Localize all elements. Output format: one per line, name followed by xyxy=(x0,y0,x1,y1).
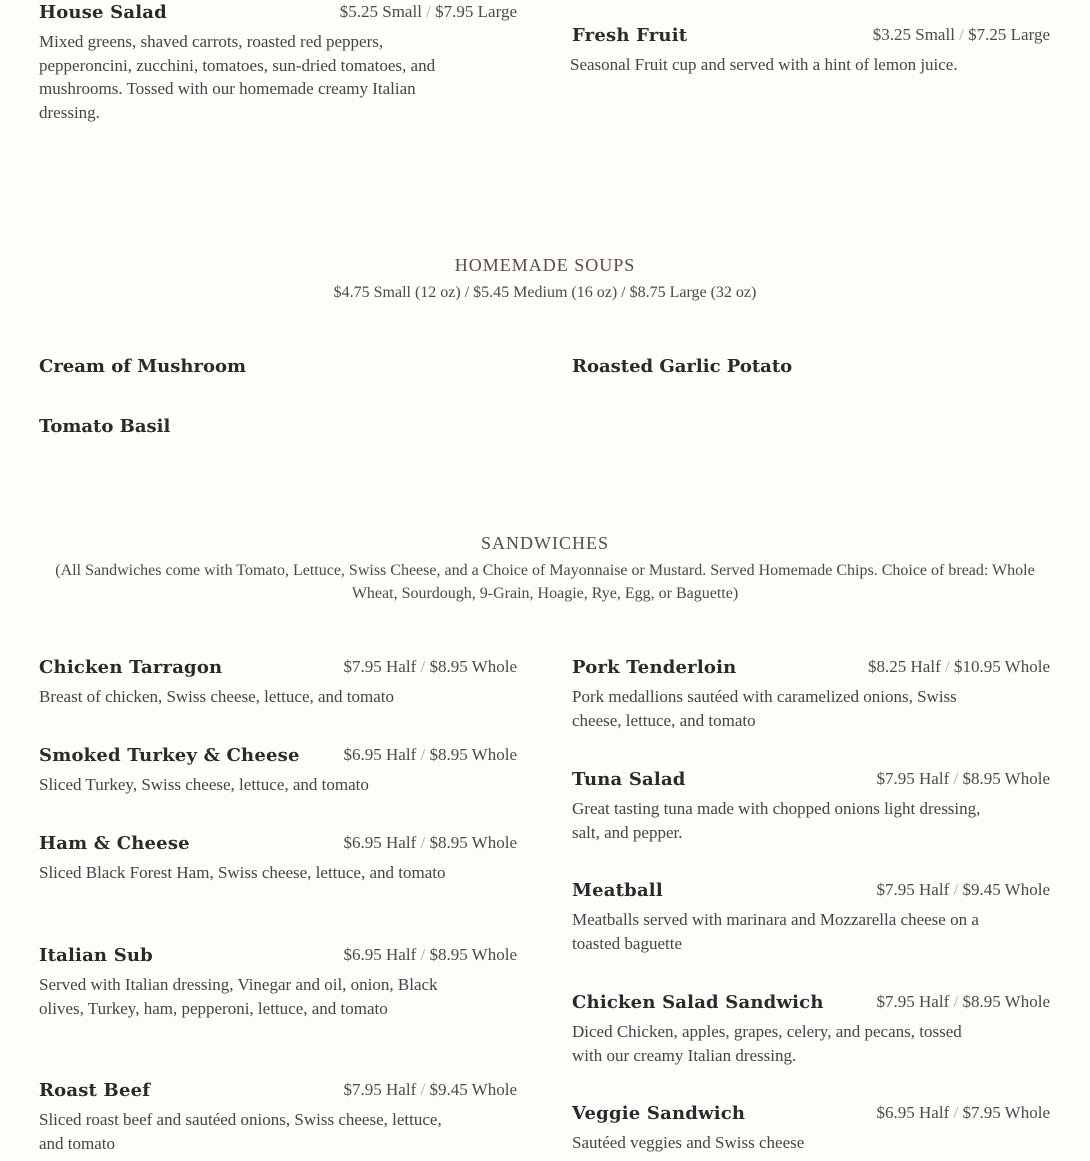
item-name: Veggie Sandwich xyxy=(572,1103,746,1124)
item-description: Mixed greens, shaved carrots, roasted red peppers, pepperoncini, zucchini, tomatoes, sun-dried tomatoes, and mushrooms. Tossed with our homemade creamy Italian dressing. xyxy=(39,32,436,122)
soup-item: Roasted Garlic Potato xyxy=(572,356,793,377)
item-name: Chicken Salad Sandwich xyxy=(572,992,824,1013)
item-price: $7.95 Half / $8.95 Whole xyxy=(876,769,1050,788)
item-price: $6.95 Half / $7.95 Whole xyxy=(876,1103,1050,1122)
item-price: $6.95 Half / $8.95 Whole xyxy=(343,945,517,964)
item-description: Sliced Turkey, Swiss cheese, lettuce, and tomato xyxy=(39,775,369,794)
item-price: $3.25 Small / $7.25 Large xyxy=(872,25,1050,44)
menu-item-smoked-turkey xyxy=(39,745,517,797)
item-description: Sliced Black Forest Ham, Swiss cheese, lettuce, and tomato xyxy=(39,863,446,882)
menu-item-tuna-salad xyxy=(572,769,1050,844)
item-price: $7.95 Half / $9.45 Whole xyxy=(343,1080,517,1099)
item-description: Diced Chicken, apples, grapes, celery, and pecans, tossed with our creamy Italian dressing. xyxy=(572,1022,962,1065)
menu-item-veggie-sandwich xyxy=(572,1103,1050,1155)
item-description: Meatballs served with marinara and Mozzarella cheese on a toasted baguette xyxy=(572,910,979,953)
item-name: Meatball xyxy=(572,880,663,901)
menu-item-italian-sub xyxy=(39,945,517,1020)
item-price: $6.95 Half / $8.95 Whole xyxy=(343,833,517,852)
item-price: $7.95 Half / $8.95 Whole xyxy=(876,992,1050,1011)
menu-item-fresh-fruit xyxy=(572,25,1050,77)
soup-item: Tomato Basil xyxy=(39,416,171,437)
item-name: Fresh Fruit xyxy=(572,25,688,46)
item-name: Tuna Salad xyxy=(572,769,686,790)
section-title-sandwiches: SANDWICHES xyxy=(480,533,609,553)
item-description: Sautéed veggies and Swiss cheese xyxy=(572,1133,805,1152)
item-name: Smoked Turkey & Cheese xyxy=(39,745,300,766)
item-price: $5.25 Small / $7.95 Large xyxy=(339,2,517,21)
soups-pricing-note: $4.75 Small (12 oz) / $5.45 Medium (16 oz) / $8.75 Large (32 oz) xyxy=(333,284,757,301)
item-description: Seasonal Fruit cup and served with a hint of lemon juice. xyxy=(570,55,958,74)
item-price: $7.95 Half / $8.95 Whole xyxy=(343,657,517,676)
item-name: Ham & Cheese xyxy=(39,833,190,854)
item-description: Great tasting tuna made with chopped onions light dressing, salt, and pepper. xyxy=(572,799,981,842)
item-name: Chicken Tarragon xyxy=(39,657,223,678)
menu-item-pork-tenderloin xyxy=(572,657,1050,732)
item-name: Roast Beef xyxy=(39,1080,151,1101)
item-price: $8.25 Half / $10.95 Whole xyxy=(868,657,1050,676)
item-name: Italian Sub xyxy=(39,945,153,966)
item-price: $7.95 Half / $9.45 Whole xyxy=(876,880,1050,899)
item-description: Served with Italian dressing, Vinegar and oil, onion, Black olives, Turkey, ham, pepperoni, lettuce, and tomato xyxy=(39,975,438,1018)
soup-item: Cream of Mushroom xyxy=(39,356,247,377)
item-description: Sliced roast beef and sautéed onions, Swiss cheese, lettuce, and tomato xyxy=(39,1110,442,1153)
menu-item-chicken-salad-sandwich xyxy=(572,992,1050,1067)
item-description: Breast of chicken, Swiss cheese, lettuce, and tomato xyxy=(39,687,394,706)
item-name: Pork Tenderloin xyxy=(572,657,737,678)
item-description: Pork medallions sautéed with caramelized onions, Swiss cheese, lettuce, and tomato xyxy=(572,687,957,730)
menu-item-ham-cheese xyxy=(39,833,517,885)
menu-item-chicken-tarragon xyxy=(39,657,517,709)
section-title-soups: HOMEMADE SOUPS xyxy=(454,255,636,275)
menu-item-house-salad xyxy=(39,2,517,124)
item-name: House Salad xyxy=(39,2,167,23)
sandwiches-note: (All Sandwiches come with Tomato, Lettuce, Swiss Cheese, and a Choice of Mayonnaise or Mustard. Served Homemade Chips. Choice of bread: Whole Wheat, Sourdough, 9-Grain, Hoagie, Rye, Egg, or Baguette) xyxy=(55,562,1035,602)
item-price: $6.95 Half / $8.95 Whole xyxy=(343,745,517,764)
menu-item-roast-beef xyxy=(39,1080,517,1155)
menu-item-meatball xyxy=(572,880,1050,955)
